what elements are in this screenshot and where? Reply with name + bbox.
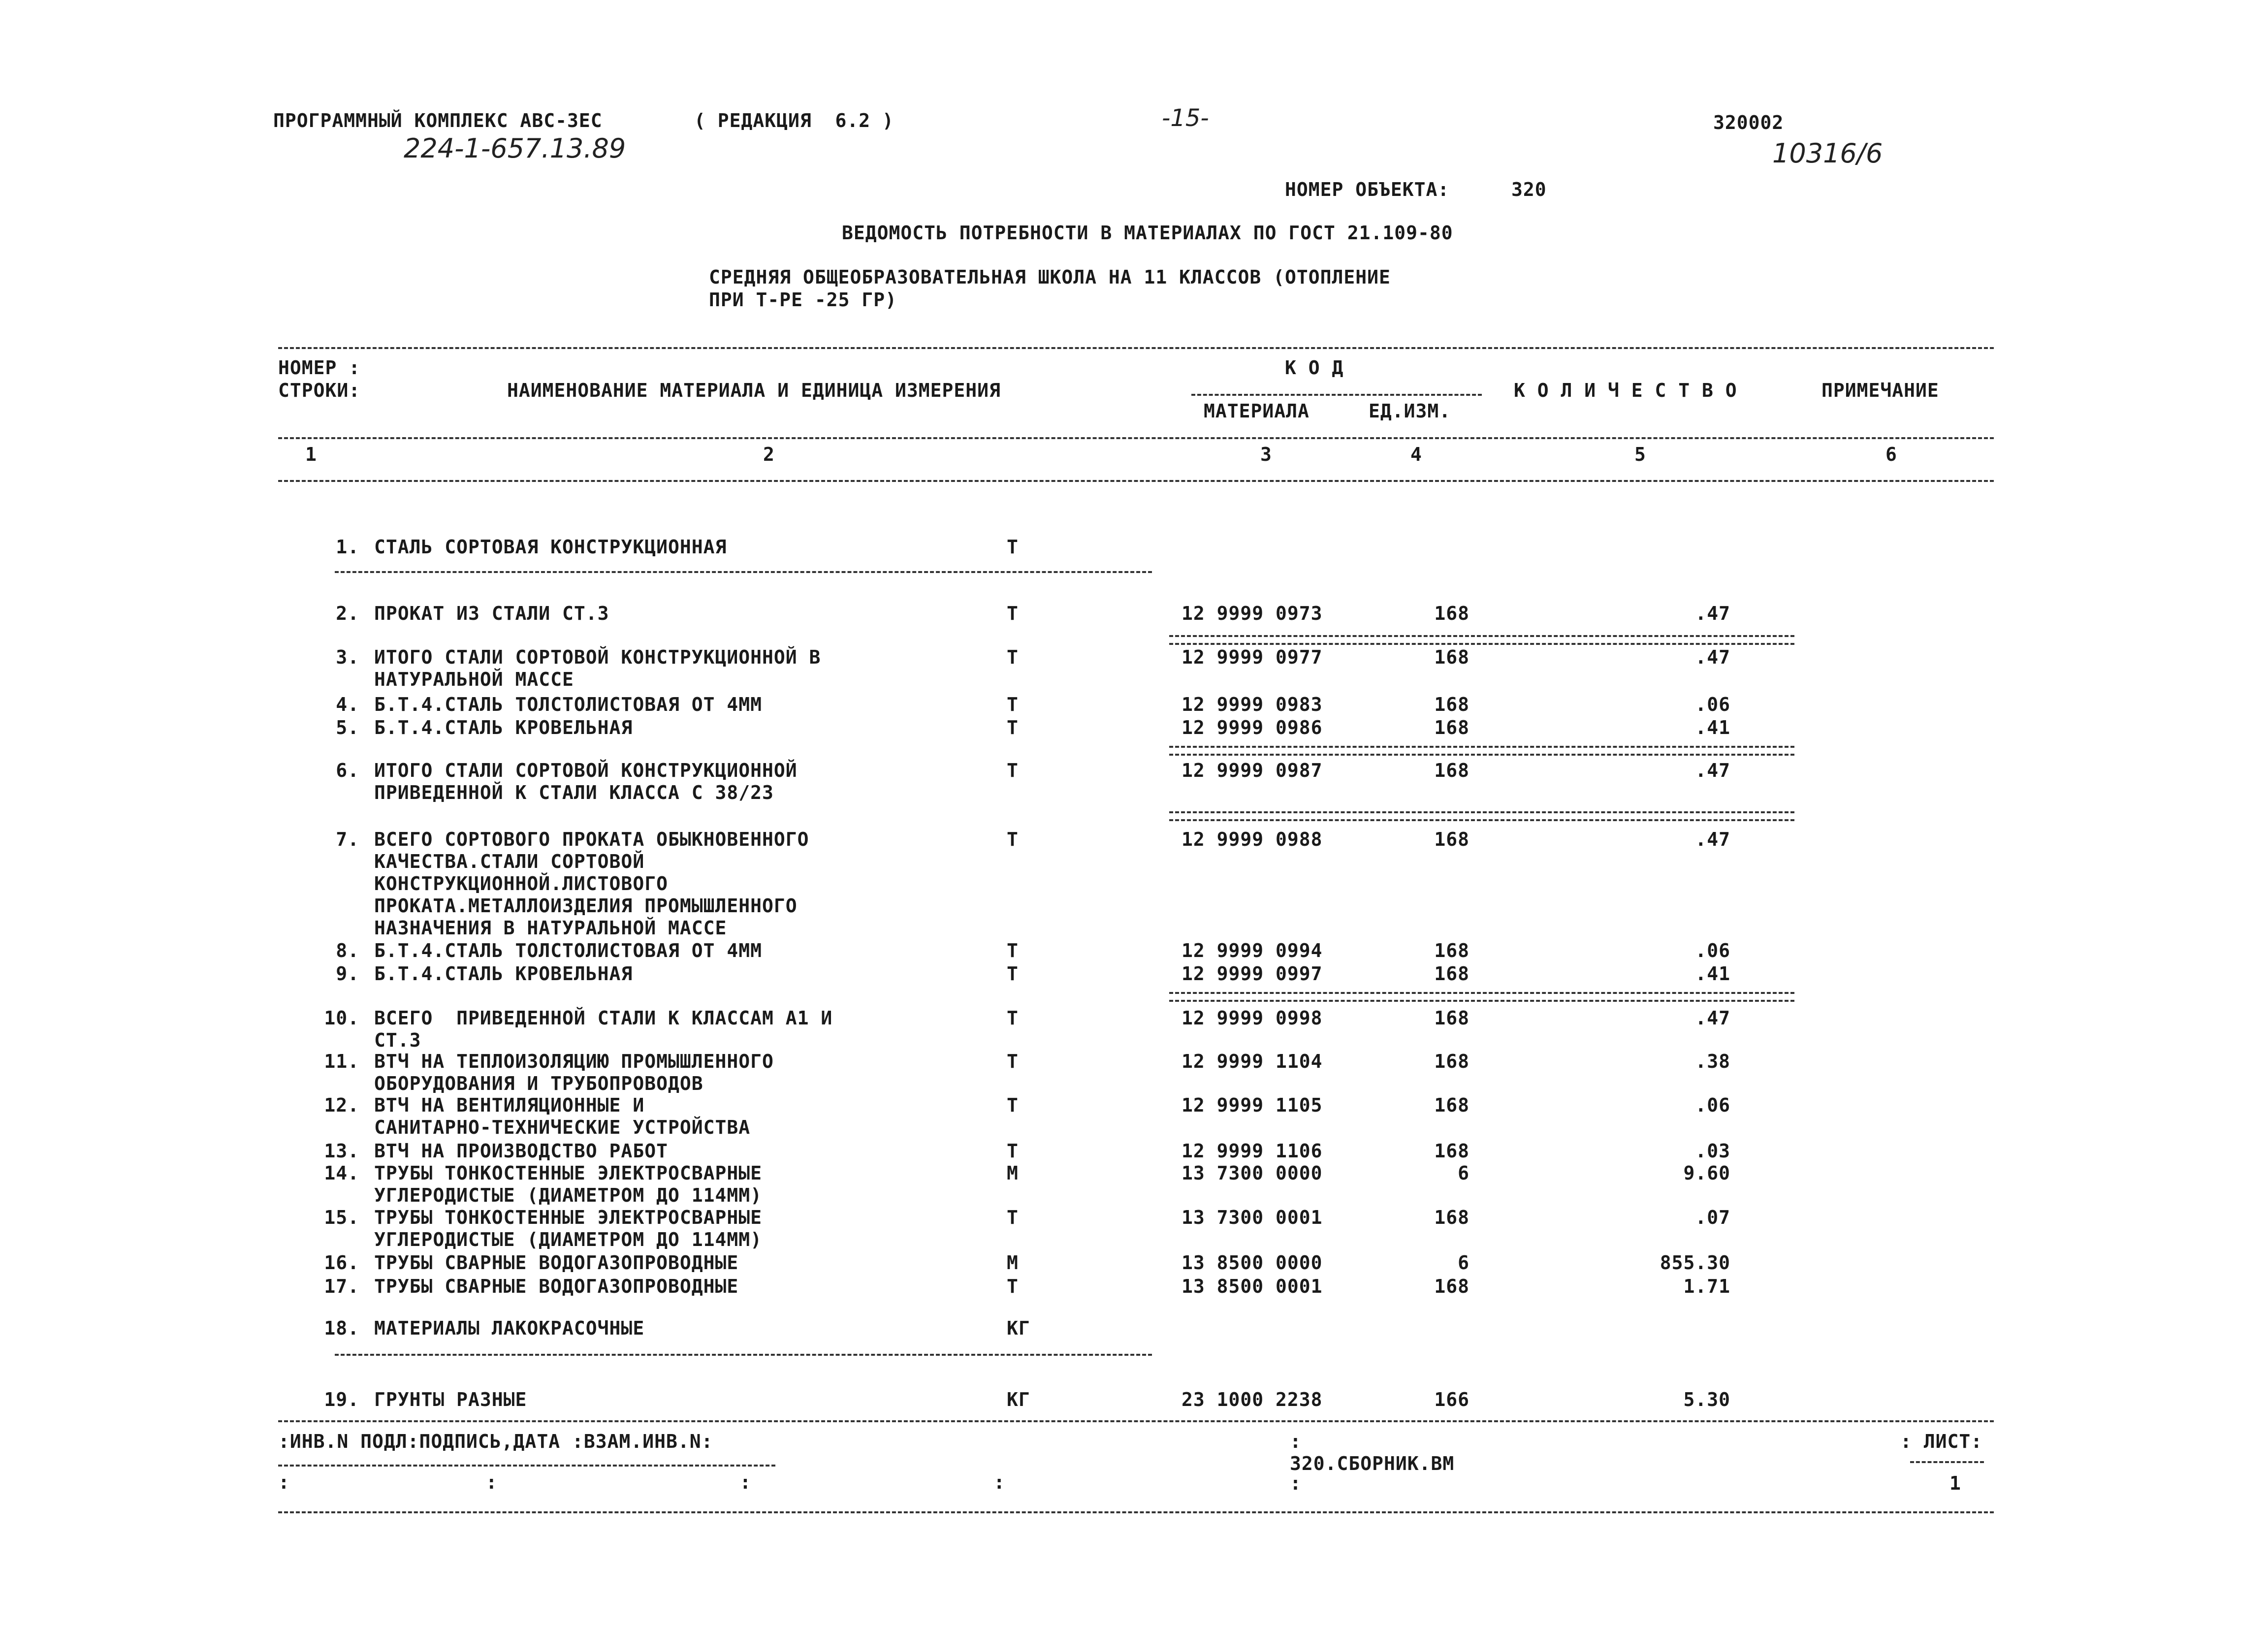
row-name-line: Б.Т.4.СТАЛЬ ТОЛСТОЛИСТОВАЯ ОТ 4ММ — [374, 940, 762, 961]
col-number-2: 2 — [763, 444, 775, 465]
row-quantity: .07 — [1695, 1207, 1730, 1228]
section-rule-1 — [335, 571, 1152, 573]
row-unit: Т — [1007, 940, 1019, 961]
object-label: НОМЕР ОБЪЕКТА: — [1285, 179, 1450, 200]
row-name-line: ВТЧ НА ВЕНТИЛЯЦИОННЫЕ И — [374, 1094, 645, 1116]
row-unit: Т — [1007, 760, 1019, 781]
subtitle-line-2: ПРИ Т-РЕ -25 ГР) — [709, 289, 897, 311]
subtotal-rule-1 — [1169, 635, 1794, 645]
document-code-top: 320002 — [1713, 112, 1784, 133]
row-unit: Т — [1007, 963, 1019, 985]
row-quantity: .47 — [1695, 603, 1730, 624]
row-unit-code: 168 — [1434, 1140, 1469, 1162]
row-unit: Т — [1007, 646, 1019, 668]
row-quantity: 1.71 — [1683, 1276, 1730, 1297]
row-unit-code: 168 — [1434, 603, 1469, 624]
stamp-bottom-rule — [278, 1511, 1994, 1513]
row-name-line: СТАЛЬ СОРТОВАЯ КОНСТРУКЦИОННАЯ — [374, 536, 727, 558]
row-number: 10. — [324, 1007, 359, 1029]
row-name-line: ВТЧ НА ТЕПЛОИЗОЛЯЦИЮ ПРОМЫШЛЕННОГО — [374, 1051, 774, 1072]
row-material-code: 23 1000 2238 — [1182, 1389, 1323, 1410]
edition: ( РЕДАКЦИЯ 6.2 ) — [694, 110, 894, 131]
row-number: 11. — [324, 1051, 359, 1072]
row-quantity: 9.60 — [1683, 1162, 1730, 1184]
document-code: 320.СБОРНИК.ВМ — [1290, 1453, 1455, 1474]
table-top-rule — [278, 347, 1994, 349]
col-header-code-unit: ЕД.ИЗМ. — [1369, 400, 1451, 422]
row-quantity: .47 — [1695, 760, 1730, 781]
row-name-line: ГРУНТЫ РАЗНЫЕ — [374, 1389, 527, 1410]
row-number: 19. — [324, 1389, 359, 1410]
row-material-code: 12 9999 0994 — [1182, 940, 1323, 961]
row-unit: Т — [1007, 1051, 1019, 1072]
row-name-line: ТРУБЫ СВАРНЫЕ ВОДОГАЗОПРОВОДНЫЕ — [374, 1252, 739, 1274]
row-name-line: Б.Т.4.СТАЛЬ КРОВЕЛЬНАЯ — [374, 717, 633, 738]
row-unit-code: 168 — [1434, 1276, 1469, 1297]
row-name-line: НАТУРАЛЬНОЙ МАССЕ — [374, 669, 574, 690]
row-unit: Т — [1007, 536, 1019, 558]
row-quantity: .41 — [1695, 717, 1730, 738]
row-name-line: ТРУБЫ ТОНКОСТЕННЫЕ ЭЛЕКТРОСВАРНЫЕ — [374, 1162, 762, 1184]
row-name-line: Б.Т.4.СТАЛЬ КРОВЕЛЬНАЯ — [374, 963, 633, 985]
row-unit-code: 168 — [1434, 760, 1469, 781]
col-header-quantity: К О Л И Ч Е С Т В О — [1514, 380, 1737, 401]
col-number-5: 5 — [1634, 444, 1646, 465]
row-name-line: ИТОГО СТАЛИ СОРТОВОЙ КОНСТРУКЦИОННОЙ — [374, 760, 798, 781]
row-name-line: МАТЕРИАЛЫ ЛАКОКРАСОЧНЫЕ — [374, 1317, 645, 1339]
row-unit: Т — [1007, 1007, 1019, 1029]
col-number-3: 3 — [1260, 444, 1272, 465]
row-unit: Т — [1007, 1207, 1019, 1228]
row-number: 15. — [324, 1207, 359, 1228]
row-unit: М — [1007, 1162, 1019, 1184]
row-number: 1. — [336, 536, 359, 558]
row-unit: Т — [1007, 829, 1019, 850]
row-quantity: .38 — [1695, 1051, 1730, 1072]
row-name-line: УГЛЕРОДИСТЫЕ (ДИАМЕТРОМ ДО 114ММ) — [374, 1229, 762, 1250]
row-quantity: .03 — [1695, 1140, 1730, 1162]
handwritten-archive-number: 10316/6 — [1772, 138, 1883, 169]
sheet-label: : ЛИСТ: — [1900, 1431, 1983, 1452]
stamp-header: :ИНВ.N ПОДЛ:ПОДПИСЬ,ДАТА :ВЗАМ.ИНВ.N: — [278, 1431, 713, 1452]
row-number: 2. — [336, 603, 359, 624]
stamp-top-rule — [278, 1420, 1994, 1422]
row-material-code: 13 7300 0001 — [1182, 1207, 1323, 1228]
row-unit: Т — [1007, 717, 1019, 738]
row-name-line: ПРОКАТА.МЕТАЛЛОИЗДЕЛИЯ ПРОМЫШЛЕННОГО — [374, 895, 798, 917]
stamp-mid-rule — [278, 1465, 775, 1467]
row-material-code: 12 9999 0986 — [1182, 717, 1323, 738]
row-material-code: 12 9999 0977 — [1182, 646, 1323, 668]
subtotal-rule-2 — [1169, 746, 1794, 756]
row-name-line: САНИТАРНО-ТЕХНИЧЕСКИЕ УСТРОЙСТВА — [374, 1117, 751, 1138]
col-header-name: НАИМЕНОВАНИЕ МАТЕРИАЛА И ЕДИНИЦА ИЗМЕРЕНИЯ — [507, 380, 1001, 401]
table-body-rule — [278, 480, 1994, 482]
row-quantity: .06 — [1695, 694, 1730, 715]
row-unit: Т — [1007, 1094, 1019, 1116]
row-number: 9. — [336, 963, 359, 985]
row-unit: Т — [1007, 603, 1019, 624]
row-quantity: .47 — [1695, 646, 1730, 668]
col-number-4: 4 — [1410, 444, 1422, 465]
row-unit: Т — [1007, 1140, 1019, 1162]
col-number-6: 6 — [1885, 444, 1897, 465]
row-unit-code: 168 — [1434, 1051, 1469, 1072]
row-unit-code: 168 — [1434, 717, 1469, 738]
section-rule-2 — [335, 1354, 1152, 1356]
row-number: 5. — [336, 717, 359, 738]
row-name-line: ВСЕГО СОРТОВОГО ПРОКАТА ОБЫКНОВЕННОГО — [374, 829, 809, 850]
row-quantity: .47 — [1695, 1007, 1730, 1029]
row-material-code: 12 9999 1104 — [1182, 1051, 1323, 1072]
row-unit-code: 166 — [1434, 1389, 1469, 1410]
row-quantity: .47 — [1695, 829, 1730, 850]
page-number: -15- — [1162, 104, 1209, 132]
row-name-line: ВТЧ НА ПРОИЗВОДСТВО РАБОТ — [374, 1140, 668, 1162]
stamp-separator-2: : — [1290, 1472, 1302, 1494]
row-material-code: 12 9999 1106 — [1182, 1140, 1323, 1162]
row-material-code: 12 9999 1105 — [1182, 1094, 1323, 1116]
row-quantity: 5.30 — [1683, 1389, 1730, 1410]
col-header-code: К О Д — [1285, 357, 1344, 379]
row-number: 7. — [336, 829, 359, 850]
row-material-code: 12 9999 0998 — [1182, 1007, 1323, 1029]
row-unit-code: 168 — [1434, 646, 1469, 668]
row-unit: М — [1007, 1252, 1019, 1274]
row-material-code: 12 9999 0973 — [1182, 603, 1323, 624]
row-number: 13. — [324, 1140, 359, 1162]
row-name-line: ПРОКАТ ИЗ СТАЛИ СТ.3 — [374, 603, 609, 624]
col-header-note: ПРИМЕЧАНИЕ — [1821, 380, 1939, 401]
sheet-number: 1 — [1949, 1472, 1961, 1494]
row-unit: Т — [1007, 694, 1019, 715]
row-unit-code: 168 — [1434, 963, 1469, 985]
row-unit: Т — [1007, 1276, 1019, 1297]
col-header-code-material: МАТЕРИАЛА — [1204, 400, 1310, 422]
row-unit-code: 168 — [1434, 1094, 1469, 1116]
row-unit-code: 6 — [1458, 1162, 1469, 1184]
row-number: 4. — [336, 694, 359, 715]
row-number: 14. — [324, 1162, 359, 1184]
row-unit: КГ — [1007, 1317, 1030, 1339]
row-unit-code: 168 — [1434, 940, 1469, 961]
row-name-line: Б.Т.4.СТАЛЬ ТОЛСТОЛИСТОВАЯ ОТ 4ММ — [374, 694, 762, 715]
subtitle-line-1: СРЕДНЯЯ ОБЩЕОБРАЗОВАТЕЛЬНАЯ ШКОЛА НА 11 КЛАССОВ (ОТОПЛЕНИЕ — [709, 266, 1391, 288]
row-quantity: 855.30 — [1660, 1252, 1730, 1274]
row-name-line: ОБОРУДОВАНИЯ И ТРУБОПРОВОДОВ — [374, 1073, 703, 1094]
row-quantity: .06 — [1695, 940, 1730, 961]
stamp-cells: : : : : — [278, 1471, 1017, 1493]
col-header-num-2: СТРОКИ: — [278, 380, 361, 401]
subtotal-rule-4 — [1169, 992, 1794, 1002]
row-number: 3. — [336, 646, 359, 668]
stamp-separator: : — [1290, 1431, 1302, 1452]
object-number: 320 — [1511, 179, 1547, 200]
col-header-num-1: НОМЕР : — [278, 357, 361, 379]
program-name: ПРОГРАММНЫЙ КОМПЛЕКС АВС-3ЕС — [273, 110, 603, 131]
row-name-line: КОНСТРУКЦИОННОЙ.ЛИСТОВОГО — [374, 873, 668, 894]
row-unit: КГ — [1007, 1389, 1030, 1410]
row-number: 12. — [324, 1094, 359, 1116]
row-number: 16. — [324, 1252, 359, 1274]
col-header-code-rule — [1191, 394, 1482, 396]
row-quantity: .41 — [1695, 963, 1730, 985]
row-name-line: ТРУБЫ СВАРНЫЕ ВОДОГАЗОПРОВОДНЫЕ — [374, 1276, 739, 1297]
row-material-code: 12 9999 0983 — [1182, 694, 1323, 715]
row-number: 18. — [324, 1317, 359, 1339]
row-name-line: КАЧЕСТВА.СТАЛИ СОРТОВОЙ — [374, 851, 645, 872]
row-material-code: 13 8500 0000 — [1182, 1252, 1323, 1274]
row-unit-code: 168 — [1434, 829, 1469, 850]
row-material-code: 12 9999 0987 — [1182, 760, 1323, 781]
handwritten-project-number: 224-1-657.13.89 — [404, 133, 626, 164]
page-title: ВЕДОМОСТЬ ПОТРЕБНОСТИ В МАТЕРИАЛАХ ПО ГОСТ 21.109-80 — [842, 222, 1453, 244]
row-material-code: 13 7300 0000 — [1182, 1162, 1323, 1184]
row-name-line: ВСЕГО ПРИВЕДЕННОЙ СТАЛИ К КЛАССАМ А1 И — [374, 1007, 833, 1029]
row-material-code: 12 9999 0997 — [1182, 963, 1323, 985]
row-unit-code: 168 — [1434, 694, 1469, 715]
sheet-rule — [1910, 1461, 1984, 1463]
col-number-1: 1 — [305, 444, 317, 465]
row-unit-code: 6 — [1458, 1252, 1469, 1274]
row-unit-code: 168 — [1434, 1007, 1469, 1029]
row-name-line: ИТОГО СТАЛИ СОРТОВОЙ КОНСТРУКЦИОННОЙ В — [374, 646, 821, 668]
row-name-line: ТРУБЫ ТОНКОСТЕННЫЕ ЭЛЕКТРОСВАРНЫЕ — [374, 1207, 762, 1228]
row-name-line: ПРИВЕДЕННОЙ К СТАЛИ КЛАССА С 38/23 — [374, 782, 774, 803]
row-quantity: .06 — [1695, 1094, 1730, 1116]
row-material-code: 12 9999 0988 — [1182, 829, 1323, 850]
table-header-rule — [278, 437, 1994, 439]
row-name-line: УГЛЕРОДИСТЫЕ (ДИАМЕТРОМ ДО 114ММ) — [374, 1184, 762, 1206]
row-name-line: НАЗНАЧЕНИЯ В НАТУРАЛЬНОЙ МАССЕ — [374, 917, 727, 939]
row-material-code: 13 8500 0001 — [1182, 1276, 1323, 1297]
row-name-line: СТ.3 — [374, 1029, 421, 1051]
row-number: 6. — [336, 760, 359, 781]
row-number: 17. — [324, 1276, 359, 1297]
row-number: 8. — [336, 940, 359, 961]
row-unit-code: 168 — [1434, 1207, 1469, 1228]
subtotal-rule-3 — [1169, 811, 1794, 821]
